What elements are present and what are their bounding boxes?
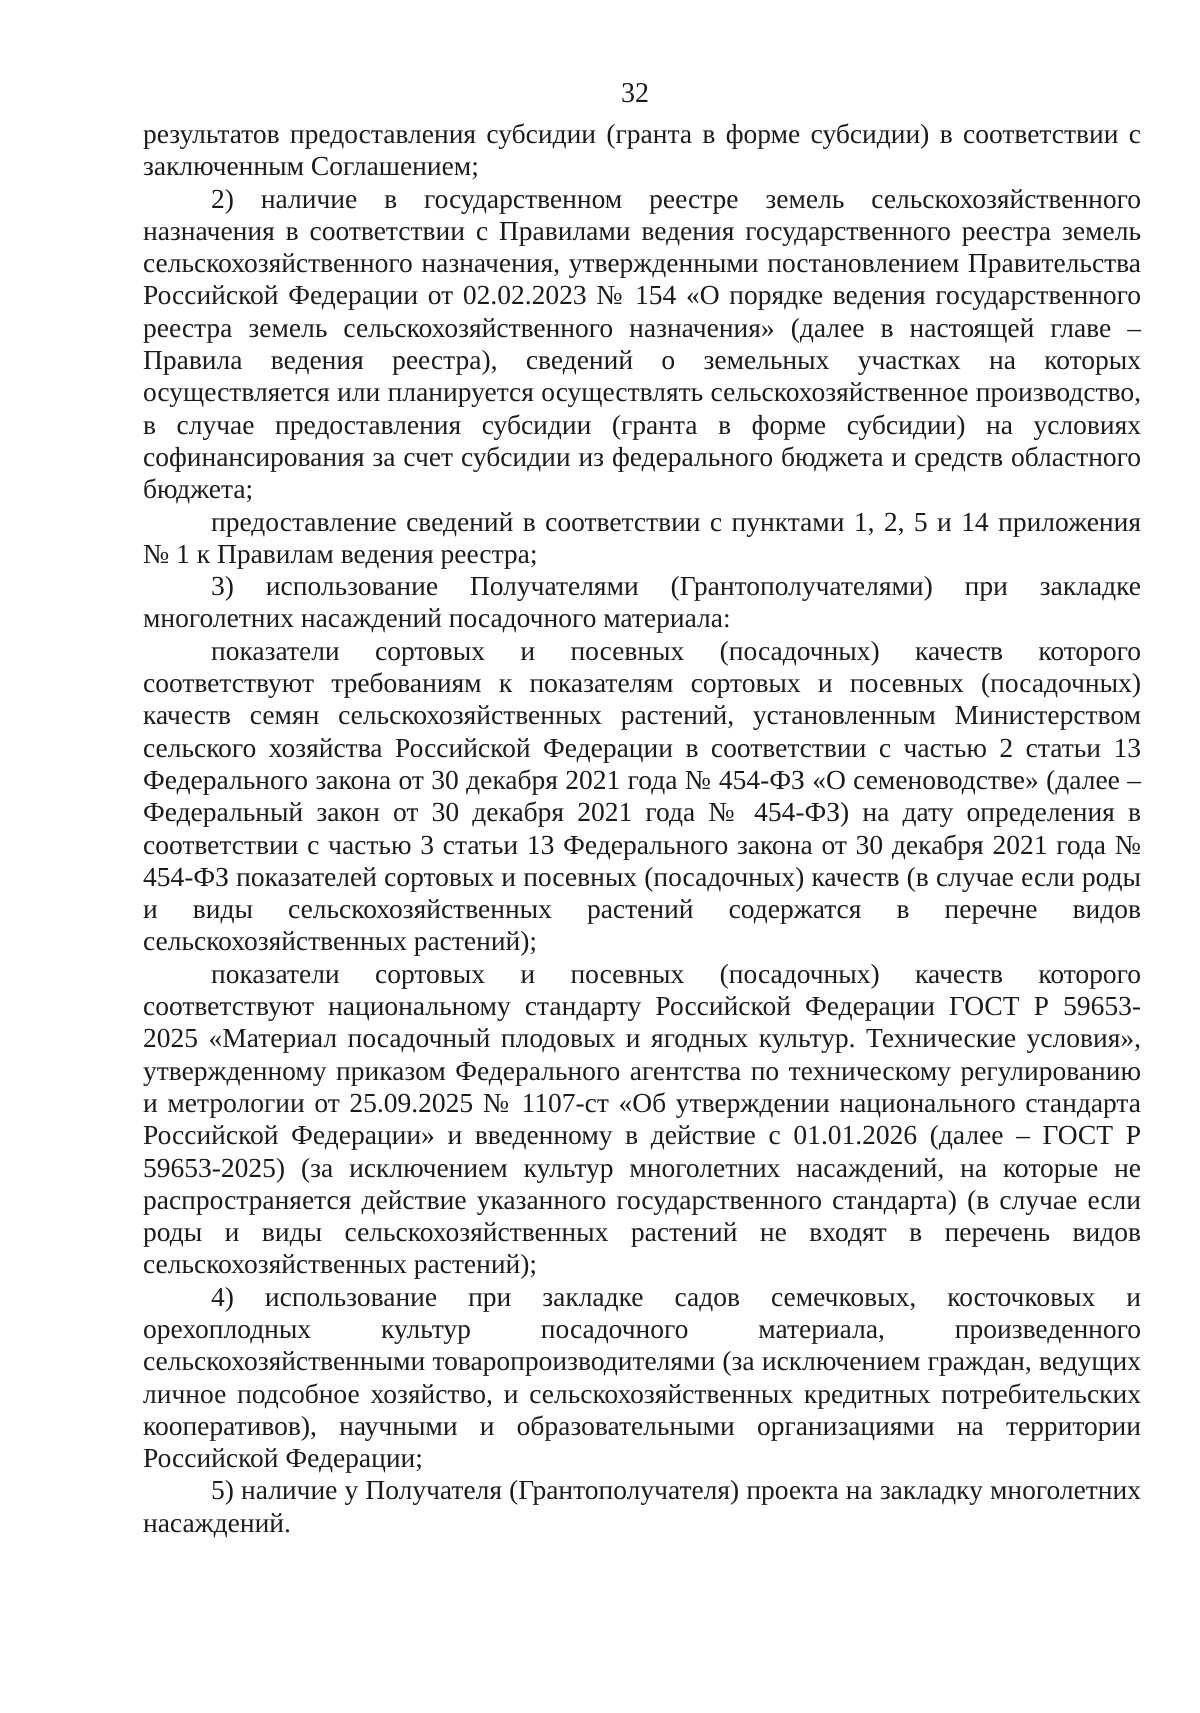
paragraph-1: результатов предоставления субсидии (гранта в форме субсидии) в соответствии с заключенным Соглашением; xyxy=(143,118,1141,182)
page-number: 32 xyxy=(621,78,649,109)
document-body xyxy=(143,118,1141,1539)
paragraph-6: показатели сортовых и посевных (посадочных) качеств которого соответствуют национальному стандарту Российской Федерации ГОСТ Р 59653-2025 «Материал посадочный плодовых и ягодных культур. Технические условия», утвержденному приказом Федерального агентства по техническому регулированию и метрологии от 25.09.2025 № 1107-ст «Об утверждении национального стандарта Российской Федерации» и введенному в действие с 01.01.2026 (далее – ГОСТ Р 59653-2025) (за исключением культур многолетних насаждений, на которые не распространяется действие указанного государственного стандарта) (в случае если роды и виды сельскохозяйственных растений не входят в перечень видов сельскохозяйственных растений); xyxy=(143,957,1141,1280)
paragraph-4: 3) использование Получателями (Грантополучателями) при закладке многолетних насаждений посадочного материала: xyxy=(143,570,1141,634)
paragraph-2: 2) наличие в государственном реестре земель сельскохозяйственного назначения в соответствии с Правилами ведения государственного реестра земель сельскохозяйственного назначения, утвержденными постановлением Правительства Российской Федерации от 02.02.2023 № 154 «О порядке ведения государственного реестра земель сельскохозяйственного назначения» (далее в настоящей главе – Правила ведения реестра), сведений о земельных участках на которых осуществляется или планируется осуществлять сельскохозяйственное производство, в случае предоставления субсидии (гранта в форме субсидии) на условиях софинансирования за счет субсидии из федерального бюджета и средств областного бюджета; xyxy=(143,182,1141,505)
paragraph-7: 4) использование при закладке садов семечковых, косточковых и орехоплодных культур посадочного материала, произведенного сельскохозяйственными товаропроизводителями (за исключением граждан, ведущих личное подсобное хозяйство, и сельскохозяйственных кредитных потребительских кооперативов), научными и образовательными организациями на территории Российской Федерации; xyxy=(143,1280,1141,1474)
paragraph-8: 5) наличие у Получателя (Грантополучателя) проекта на закладку многолетних насаждений. xyxy=(143,1474,1141,1538)
paragraph-3: предоставление сведений в соответствии с пунктами 1, 2, 5 и 14 приложения № 1 к Правилам ведения реестра; xyxy=(143,505,1141,569)
paragraph-5: показатели сортовых и посевных (посадочных) качеств которого соответствуют требованиям к показателям сортовых и посевных (посадочных) качеств семян сельскохозяйственных растений, установленным Министерством сельского хозяйства Российской Федерации в соответствии с частью 2 статьи 13 Федерального закона от 30 декабря 2021 года № 454-ФЗ «О семеноводстве» (далее – Федеральный закон от 30 декабря 2021 года № 454-ФЗ) на дату определения в соответствии с частью 3 статьи 13 Федерального закона от 30 декабря 2021 года № 454-ФЗ показателей сортовых и посевных (посадочных) качеств (в случае если роды и виды сельскохозяйственных растений содержатся в перечне видов сельскохозяйственных растений); xyxy=(143,634,1141,957)
